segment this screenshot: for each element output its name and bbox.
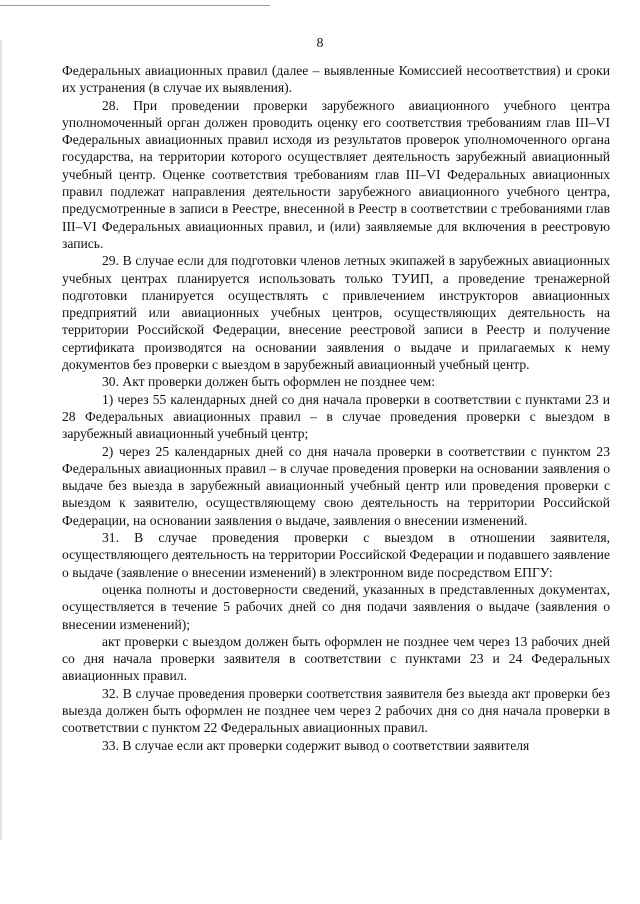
paragraph-28: 28. При проведении проверки зарубежного авиационного учебного центра уполномоченный орган должен проводить оценку его соответствия требованиям глав III–VI Федеральных авиационных правил исходя из результатов проверок уполномоченного органа государства, на территории которого осуществляет деятельность зарубежный авиационный учебный центр. Оценке соответствия требованиям глав III–VI Федеральных авиационных правил подлежат направления деятельности зарубежного авиационного учебного центра, предусмотренные в записи в Реестре, внесенной в Реестр в соответствии с требованиями глав III–VI Федеральных авиационных правил, и (или) заявляемые для включения в реестровую запись.: [62, 97, 610, 251]
page-number: 8: [316, 35, 324, 50]
paragraph-33: 33. В случае если акт проверки содержит вывод о соответствии заявителя: [102, 737, 530, 753]
paragraph-31: 31. В случае проведения проверки с выездом в отношении заявителя, осуществляющего деятельность на территории Российской Федерации и подавшего заявление о выдаче (заявление о внесении изменений) в электронном виде посредством ЕПГУ:: [62, 530, 610, 580]
paragraph-30: 30. Акт проверки должен быть оформлен не позднее чем:: [102, 374, 436, 390]
paragraph-29: 29. В случае если для подготовки членов летных экипажей в зарубежных авиационных учебных центрах планируется использовать только ТУИП, а проведение тренажерной подготовки планируется осуществлять с привлечением инструкторов авиационных предприятий или авиационных учебных центров, осуществляющих деятельность на территории Российской Федерации, внесение реестровой записи в Реестр и получение сертификата производятся на основании заявления о выдаче и прилагаемых к нему документов без проверки с выездом в зарубежный авиационный учебный центр.: [62, 253, 610, 373]
paragraph-31-clause-1: оценка полноты и достоверности сведений, указанных в представленных документах, осуществляется в течение 5 рабочих дней со дня подачи заявления о выдаче (заявления о внесении изменений);: [62, 581, 610, 632]
paragraph-30-item-1: 1) через 55 календарных дней со дня начала проверки в соответствии с пунктами 23 и 28 Федеральных авиационных правил – в случае проведения проверки с выездом в зарубежный авиационный учебный центр;: [62, 391, 610, 442]
paragraph-31-clause-2: акт проверки с выездом должен быть оформлен не позднее чем через 13 рабочих дней со дня начала проверки заявителя в соответствии с пунктами 23 и 24 Федеральных авиационных правил.: [62, 633, 610, 684]
scan-left-shadow: [0, 40, 3, 840]
scan-edge-line: [0, 5, 270, 6]
document-body: [62, 62, 610, 754]
paragraph-32: 32. В случае проведения проверки соответствия заявителя без выезда акт проверки без выезда должен быть оформлен не позднее чем через 2 рабочих дня со дня начала проверки в соответствии с пунктом 22 Федеральных авиационных правил.: [62, 685, 610, 736]
paragraph-continuation: Федеральных авиационных правил (далее – выявленные Комиссией несоответствия) и сроки их устранения (в случае их выявления).: [62, 63, 610, 96]
paragraph-30-item-2: 2) через 25 календарных дней со дня начала проверки в соответствии с пунктом 23 Федеральных авиационных правил – в случае проведения проверки на основании заявления о выдаче без выезда в зарубежный авиационный учебный центр или проведения проверки с выездом к заявителю, осуществляющему свою деятельность на территории Российской Федерации, на основании заявления о выдаче, заявления о внесении изменений.: [62, 443, 610, 528]
